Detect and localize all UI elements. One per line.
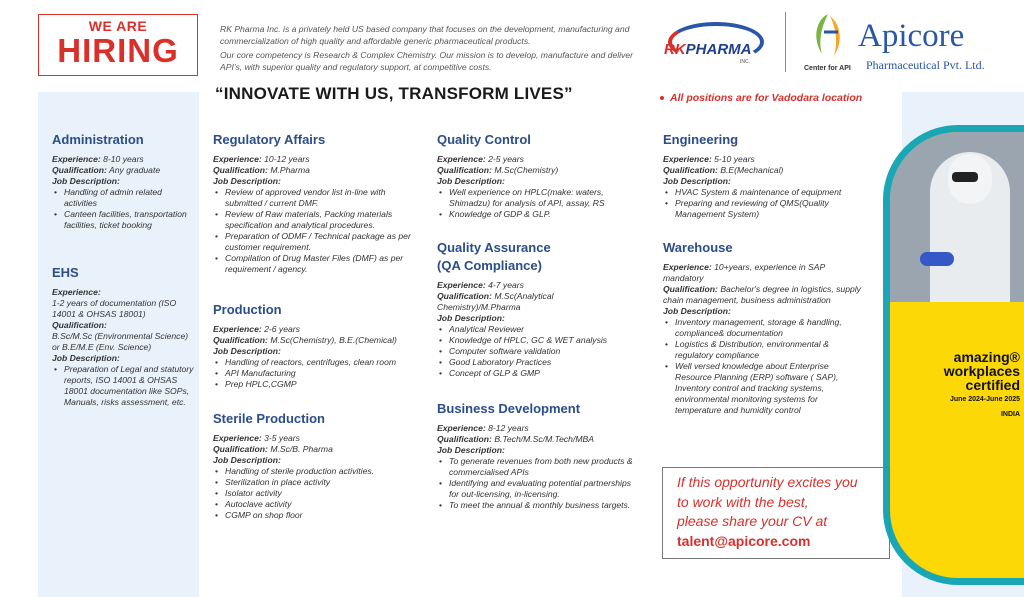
list-item: • Computer software validation xyxy=(437,346,637,357)
list-item: • HVAC System & maintenance of equipment xyxy=(663,187,863,198)
experience-value: 5-10 years xyxy=(714,154,755,164)
experience-label: Experience: xyxy=(213,433,262,443)
job-description-list xyxy=(213,357,418,390)
qualification-label: Qualification: xyxy=(52,165,107,175)
hiring-text: HIRING xyxy=(57,32,179,69)
experience-label: Experience: xyxy=(52,287,101,297)
section-title: Sterile Production xyxy=(213,411,325,426)
qualification-value: B.Sc/M.Sc (Environmental Science) or B.E/M.E (Env. Science) xyxy=(52,331,189,352)
list-item: • Canteen facilities, transportation facilities, ticket booking xyxy=(52,209,194,231)
experience xyxy=(213,324,418,335)
rk-pharma-logo xyxy=(660,18,770,78)
apicore-subtitle: Pharmaceutical Pvt. Ltd. xyxy=(866,58,985,72)
qualification-label: Qualification: xyxy=(437,291,492,301)
experience xyxy=(213,433,418,444)
tagline: “INNOVATE WITH US, TRANSFORM LIVES” xyxy=(215,84,573,103)
apicore-name: Apicore xyxy=(858,18,965,54)
section-title: Engineering xyxy=(663,132,739,147)
section-title: Warehouse xyxy=(663,240,733,255)
lab-worker-photo xyxy=(890,132,1024,302)
section-title: Administration xyxy=(52,132,144,147)
qualification xyxy=(52,165,194,176)
list-item: • Review of Raw materials, Packing materials specification and analytical procedures. xyxy=(213,209,413,231)
award-line-1: amazing® xyxy=(953,349,1020,365)
qualification xyxy=(213,165,413,176)
job-description-list xyxy=(663,187,863,220)
list-item: • To generate revenues from both new products & commercialised APIs xyxy=(437,456,637,478)
list-item: • Handling of admin related activities xyxy=(52,187,194,209)
qualification-value: M.Sc(Analytical Chemistry)/M.Pharma xyxy=(437,291,554,312)
experience xyxy=(213,154,413,165)
section-regulatory-affairs xyxy=(213,132,413,275)
experience-label: Experience: xyxy=(213,324,262,334)
cta-line-1: If this opportunity excites you xyxy=(677,474,858,490)
job-description-list xyxy=(437,324,637,379)
blue-glove xyxy=(920,252,954,266)
experience-value: 8-12 years xyxy=(488,423,529,433)
experience-value: 3-5 years xyxy=(264,433,300,443)
section-title: Business Development xyxy=(437,401,581,416)
job-description-list xyxy=(52,364,194,408)
section-title: Quality Control xyxy=(437,132,531,147)
job-description-list xyxy=(437,456,637,511)
apicore-center-text: Center for API xyxy=(804,65,851,72)
job-description-label: Job Description: xyxy=(437,176,505,186)
job-description-list xyxy=(663,317,863,416)
section-ehs xyxy=(52,265,194,408)
list-item: • Logistics & Distribution, environmental & regulatory compliance xyxy=(663,339,863,361)
section-warehouse xyxy=(663,240,863,416)
location-note xyxy=(660,92,862,104)
qualification-label: Qualification: xyxy=(52,320,107,330)
list-item: • Prep HPLC,CGMP xyxy=(213,379,418,390)
experience xyxy=(52,154,194,165)
cta-email[interactable]: talent@apicore.com xyxy=(677,532,811,549)
section-title: Regulatory Affairs xyxy=(213,132,326,147)
award-country: INDIA xyxy=(1000,411,1020,418)
list-item: • Handling of sterile production activities. xyxy=(213,466,418,477)
apicore-leaf-icon xyxy=(808,10,848,60)
section-title: Quality Assurance xyxy=(437,240,551,255)
list-item: • Autoclave activity xyxy=(213,499,418,510)
experience-label: Experience: xyxy=(437,154,486,164)
qualification-value: Any graduate xyxy=(109,165,161,175)
qualification-label: Qualification: xyxy=(663,284,718,294)
qualification-label: Qualification: xyxy=(437,434,492,444)
cta-line-3: please share your CV at xyxy=(677,513,828,529)
list-item: • Good Laboratory Practices xyxy=(437,357,637,368)
experience-value: 1-2 years of documentation (ISO 14001 & OHSAS 18001) xyxy=(52,298,177,319)
job-description-label: Job Description: xyxy=(663,306,731,316)
job-description-label: Job Description: xyxy=(213,176,281,186)
qualification-value: M.Pharma xyxy=(270,165,310,175)
qualification xyxy=(437,165,637,176)
job-description-list xyxy=(213,466,418,521)
experience xyxy=(437,280,637,291)
experience-label: Experience: xyxy=(663,262,712,272)
section-production xyxy=(213,302,418,390)
list-item: • Concept of GLP & GMP xyxy=(437,368,637,379)
list-item: • Knowledge of HPLC, GC & WET analysis xyxy=(437,335,637,346)
list-item: • Preparing and reviewing of QMS(Quality Management System) xyxy=(663,198,863,220)
experience-value: 2-5 years xyxy=(488,154,524,164)
section-engineering xyxy=(663,132,863,220)
experience xyxy=(663,262,863,284)
list-item: • Analytical Reviewer xyxy=(437,324,637,335)
experience-value: 10-12 years xyxy=(264,154,310,164)
qualification xyxy=(663,284,863,306)
location-text: All positions are for Vadodara location xyxy=(670,92,863,104)
experience xyxy=(437,423,637,434)
list-item: • API Manufacturing xyxy=(213,368,418,379)
qualification xyxy=(437,434,637,445)
qualification-value: Bachelor's degree in logistics, supply chain management, business administration xyxy=(663,284,861,305)
section-title: Production xyxy=(213,302,282,317)
cta-box xyxy=(662,467,890,559)
list-item: • Knowledge of GDP & GLP. xyxy=(437,209,637,220)
section-business-development xyxy=(437,401,637,511)
experience xyxy=(437,154,637,165)
rk-pharma-wordmark xyxy=(664,41,752,58)
list-item: • Inventory management, storage & handling, compliance& documentation xyxy=(663,317,863,339)
job-description-label: Job Description: xyxy=(213,346,281,356)
qualification-value: M.Sc(Chemistry) xyxy=(494,165,559,175)
goggles xyxy=(952,172,978,182)
cta-line-2: to work with the best, xyxy=(677,493,809,510)
qualification xyxy=(213,335,418,346)
qualification-value: M.Sc(Chemistry), B.E.(Chemical) xyxy=(270,335,397,345)
qualification xyxy=(437,291,637,313)
section-administration xyxy=(52,132,194,231)
list-item: • Well versed knowledge about Enterprise Resource Planning (ERP) software ( SAP), Inventory control and tracking systems, environmental monitoring systems for temperature and humidity control xyxy=(663,361,863,416)
qualification-value: B.E(Mechanical) xyxy=(720,165,784,175)
qualification-label: Qualification: xyxy=(437,165,492,175)
award-dates: June 2024-June 2025 xyxy=(949,396,1020,403)
rk-wordmark-rk: RK xyxy=(664,41,686,58)
rk-wordmark-pharma: PHARMA xyxy=(685,41,752,58)
bullet-icon xyxy=(660,96,664,100)
section-subtitle: (QA Compliance) xyxy=(437,258,542,273)
rk-inc-text: INC. xyxy=(740,59,750,65)
qualification-label: Qualification: xyxy=(213,444,268,454)
intro-paragraph-2: Our core competency is Research & Complex Chemistry. Our mission is to develop, manufacture and deliver API's, with superior quality and regulatory support, at competitive costs. xyxy=(220,50,633,72)
job-description-list xyxy=(52,187,194,231)
list-item: • Preparation of ODMF / Technical package as per customer requirement. xyxy=(213,231,413,253)
experience-value: 2-6 years xyxy=(264,324,300,334)
award-line-2: workplaces xyxy=(943,363,1020,379)
job-description-label: Job Description: xyxy=(663,176,731,186)
experience-value: 10+years, experience in SAP mandatory xyxy=(663,262,825,283)
list-item: • Well experience on HPLC(make: waters, Shimadzu) for analysis of API, assay, RS xyxy=(437,187,637,209)
section-sterile-production xyxy=(213,411,418,521)
qualification xyxy=(213,444,418,455)
qualification-label: Qualification: xyxy=(213,335,268,345)
qualification-value: B.Tech/M.Sc/M.Tech/MBA xyxy=(494,434,594,444)
experience-label: Experience: xyxy=(663,154,712,164)
list-item: • Sterilization in place activity xyxy=(213,477,418,488)
logo-divider xyxy=(785,12,786,72)
list-item: • Compilation of Drug Master Files (DMF) as per requirement / agency. xyxy=(213,253,413,275)
company-intro xyxy=(220,24,640,76)
job-description-label: Job Description: xyxy=(213,455,281,465)
job-description-list xyxy=(213,187,413,275)
list-item: • Preparation of Legal and statutory reports, ISO 14001 & OHSAS 18001 documentation like SOPs, Manuals, risks assessment, etc. xyxy=(52,364,194,408)
intro-paragraph-1: RK Pharma Inc. is a privately held US based company that focuses on the development, manufacturing and commercialization of high quality and affordable generic pharmaceutical products. xyxy=(220,24,630,46)
job-description-list xyxy=(437,187,637,220)
experience-label: Experience: xyxy=(52,154,101,164)
award-line-3: certified xyxy=(965,377,1020,393)
section-title: EHS xyxy=(52,265,79,280)
qualification-label: Qualification: xyxy=(213,165,268,175)
section-quality-assurance xyxy=(437,240,637,379)
job-description-label: Job Description: xyxy=(437,313,505,323)
experience-value: 8-10 years xyxy=(103,154,144,164)
we-are-hiring-banner xyxy=(38,14,198,76)
list-item: • CGMP on shop floor xyxy=(213,510,418,521)
list-item: • Review of approved vendor list in-line with submitted / current DMF. xyxy=(213,187,413,209)
qualification xyxy=(663,165,863,176)
job-description-label: Job Description: xyxy=(52,353,120,363)
list-item: • Handling of reactors, centrifuges, clean room xyxy=(213,357,418,368)
experience-label: Experience: xyxy=(213,154,262,164)
experience-label: Experience: xyxy=(437,423,486,433)
section-quality-control xyxy=(437,132,637,220)
we-are-text: WE ARE xyxy=(88,18,148,34)
list-item: • Identifying and evaluating potential partnerships for out-licensing, in-licensing. xyxy=(437,478,637,500)
experience-label: Experience: xyxy=(437,280,486,290)
experience xyxy=(663,154,863,165)
qualification-label: Qualification: xyxy=(663,165,718,175)
experience-value: 4-7 years xyxy=(488,280,524,290)
job-description-label: Job Description: xyxy=(437,445,505,455)
qualification-value: M.Sc/B. Pharma xyxy=(270,444,333,454)
job-description-label: Job Description: xyxy=(52,176,120,186)
amazing-workplaces-badge xyxy=(910,350,1020,418)
list-item: • To meet the annual & monthly business targets. xyxy=(437,500,637,511)
list-item: • Isolator activity xyxy=(213,488,418,499)
